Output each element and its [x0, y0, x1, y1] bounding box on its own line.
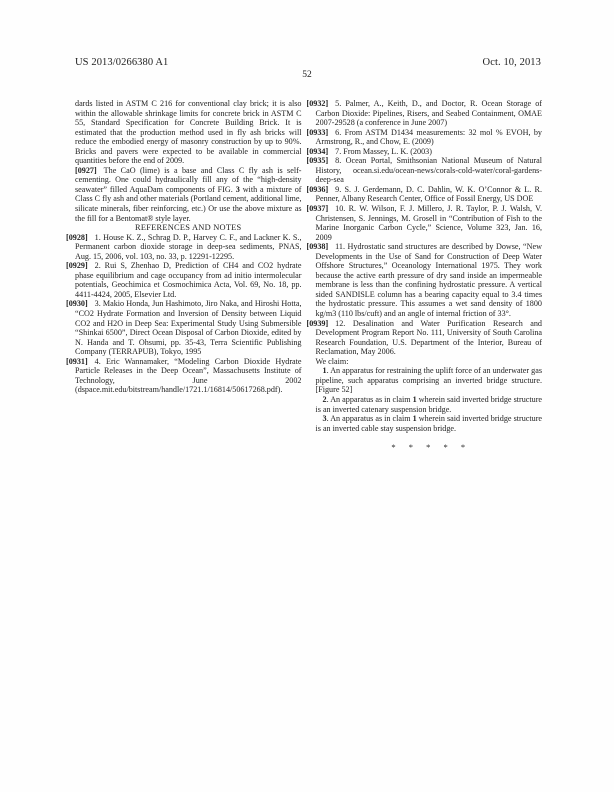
reference-text: 4. Eric Wannamaker, “Modeling Carbon Dioxide Hydrate Particle Releases in the Deep Ocean”, Massachusetts Institute of Technology, June 2002 (dspace.mit.edu/bitstream/handle/1721.1/16814/50617268.pdf). [75, 356, 302, 395]
reference-text: 3. Makio Honda, Jun Hashimoto, Jiro Naka, and Hiroshi Hotta, “CO2 Hydrate Formation and Inversion of Density between Liquid CO2 and H2O in Deep Sea: Experimental Study Using Submersible “Shinkai 6500”, Direct Ocean Disposal of Carbon Dioxide, edited by N. Handa and T. Ohsumi, pp. 35-43, Terra Scientific Publishing Company (TERRAPUB), Tokyo, 1995 [75, 299, 302, 357]
references-heading: REFERENCES AND NOTES [135, 223, 242, 233]
reference-text: 10. R. W. Wilson, F. J. Millero, J. R. Taylor, P. J. Walsh, V. Christensen, S. Jennings, M. Grosell in “Contribution of Fish to the Marine Inorganic Carbon Cycle,” Science, Volume 323, Jan. 16, 2009 [315, 204, 542, 242]
publication-number: US 2013/0266380 A1 [75, 57, 169, 68]
figure-number-reference: 3 [235, 184, 240, 194]
reference-0929 [66, 261, 302, 299]
claim-2 [316, 395, 543, 414]
claim-1 [316, 366, 543, 395]
paragraph-text: The CaO (lime) is a base and Class C fly ash is self-cementing. One could hydraulically fill any of the “high-density seawater” filled AquaDam components of FIG. [75, 165, 302, 194]
reference-text: 9. S. J. Gerdemann, D. C. Dahlin, W. K. O’Connor & L. R. Penner, Albany Research Center, Office of Fossil Energy, US DOE [315, 184, 542, 204]
reference-text: 12. Desalination and Water Purification Research and Development Program Report No. 111, University of South Carolina Research Foundation, U.S. Department of the Interior, Bureau of Reclamation, May 2006. [315, 318, 542, 357]
reference-0931 [66, 356, 302, 395]
paragraph-tag: [0931] [66, 356, 88, 366]
paragraph-tag: [0927] [75, 165, 97, 175]
paragraph-tag: [0930] [66, 299, 88, 309]
claim-text: wherein said inverted bridge structure is an inverted cable stay suspension bridge. [315, 414, 543, 433]
claim-reference: 1 [412, 394, 417, 404]
claim-text: . An apparatus for restraining the uplift force of an underwater gas pipeline, such apparatus comprising an inverted bridge structure. [Figure 52] [315, 366, 542, 395]
reference-0939 [306, 318, 543, 357]
paragraph-tag: [0932] [306, 99, 329, 108]
claim-text: . An apparatus as in claim [326, 394, 413, 404]
claim-text: . An apparatus as in claim [326, 414, 413, 424]
claim-reference: 1 [412, 414, 417, 424]
reference-0928 [66, 232, 302, 262]
page-header [75, 57, 541, 68]
reference-text: 11. Hydrostatic sand structures are described by Dowse, “New Developments in the Use of Sand for Construction of Deep Water Offshore Structures,” Oceanology International 1975. They work because the active earth pressure of dry sand inside an impermeable membrane is less than the confining hydrostatic pressure. A vertical sided SANDISLE column has a bearing capacity equal to 3.4 times the hydrostatic pressure. This assumes a wet sand density of 1800 kg/m3 (110 lbs/cuft) and an angle of internal friction of 33°. [315, 242, 542, 319]
claims-intro: We claim: [315, 356, 349, 366]
page-number: 52 [302, 70, 312, 80]
paragraph-tag: [0934] [306, 146, 329, 156]
reference-0932 [306, 99, 543, 128]
paragraph-text: with a mixture of Class C fly ash and other materials (Portland cement, additional lime, silicate minerals, fiber reinforcing, etc.) Or use the above mixture as the fill for a Bentomat® style layer. [75, 184, 302, 223]
continuation-paragraph: dards listed in ASTM C 216 for conventional clay brick; it is also within the allowable shrinkage limits for concrete brick in ASTM C 55, Standard Specification for Concrete Building Brick. It is estimated that the production method used in fly ash bricks will reduce the embodied energy of masonry construction by up to 90%. Bricks and pavers were expected to be available in commercial quantities before the end of 2009. [75, 99, 302, 166]
publication-date: Oct. 10, 2013 [482, 57, 541, 68]
claim-number: 1 [322, 366, 327, 376]
reference-0930 [66, 299, 302, 357]
reference-text: 2. Rui S, Zhenhao D, Prediction of CH4 and CO2 hydrate phase equilibrium and cage occupancy from ad initio intermolecular potentials, Geochimica et Cosmochimica Acta, Vol. 69, No. 18, pp. 4411-4424, 2005, Elsevier Ltd. [75, 261, 302, 299]
paragraph-tag: [0928] [66, 232, 88, 242]
paragraph-tag: [0933] [306, 127, 329, 137]
claim-text: wherein said inverted bridge structure is an inverted catenary suspension bridge. [315, 394, 543, 414]
paragraph-tag: [0935] [306, 156, 329, 166]
reference-text: 1. House K. Z., Schrag D. P., Harvey C. F., and Lackner K. S., Permanent carbon dioxide storage in deep-sea sediments, PNAS, Aug. 15, 2006, vol. 103, no. 33, p. 12291-12295. [75, 232, 302, 261]
claim-number: 2 [322, 394, 327, 404]
reference-text: 8. Ocean Portal, Smithsonian National Museum of Natural History, ocean.si.edu/ocean-news/corals-cold-water/coral-gardens-deep-sea [315, 156, 542, 185]
left-column [66, 99, 302, 453]
paragraph-tag: [0937] [306, 204, 329, 214]
paragraph-tag: [0936] [306, 184, 329, 194]
text-columns [66, 99, 543, 453]
reference-text: 7. From Massey, L. K. (2003) [335, 146, 432, 156]
reference-0933 [306, 127, 543, 147]
reference-text: 5. Palmer, A., Keith, D., and Doctor, R. Ocean Storage of Carbon Dioxide: Pipelines, Risers, and Seabed Containment, OMAE 2007-29528 (a conference in June 2007) [315, 99, 542, 128]
paragraph-tag: [0938] [306, 242, 329, 252]
right-column [306, 99, 543, 453]
claim-3 [316, 414, 543, 433]
reference-0937 [306, 204, 543, 242]
reference-0934 [306, 146, 543, 157]
reference-text: 6. From ASTM D1434 measurements: 32 mol % EVOH, by Armstrong, R., and Chow, E. (2009) [315, 127, 542, 147]
reference-0938 [306, 242, 543, 319]
reference-0935 [306, 156, 543, 185]
paragraph-tag: [0929] [66, 261, 88, 271]
paragraph-tag: [0939] [306, 318, 329, 328]
reference-0936 [306, 184, 543, 204]
end-of-document-asterisks: * * * * * [391, 442, 467, 453]
claim-number: 3 [322, 414, 327, 424]
paragraph-0927 [75, 166, 302, 223]
